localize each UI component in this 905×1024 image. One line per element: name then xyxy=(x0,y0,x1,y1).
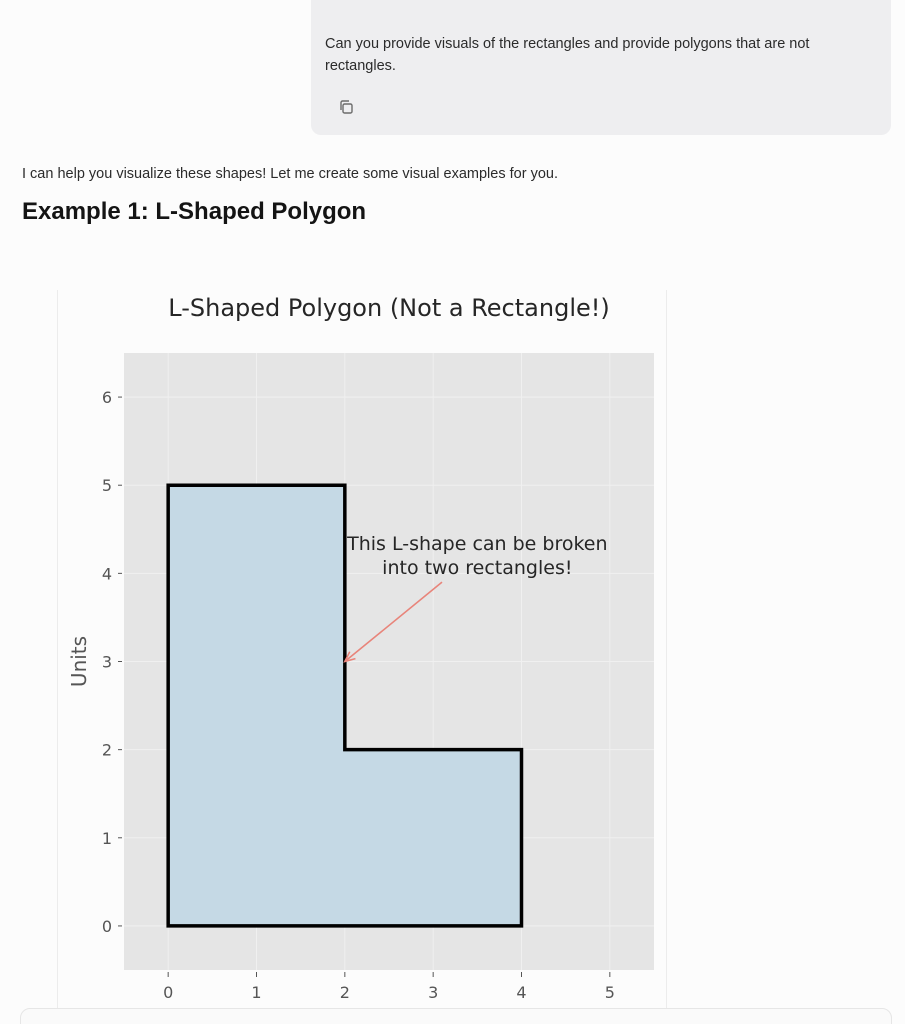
x-tick-label: 2 xyxy=(339,983,350,1002)
section-heading: Example 1: L-Shaped Polygon xyxy=(22,198,367,225)
y-tick-label: 3 xyxy=(101,652,112,672)
y-axis-label: Units xyxy=(67,635,91,688)
chart-title: L-Shaped Polygon (Not a Rectangle!) xyxy=(168,294,610,322)
y-tick-label: 2 xyxy=(101,740,112,760)
y-tick-label: 0 xyxy=(101,916,112,936)
assistant-intro-text: I can help you visualize these shapes! Let me create some visual examples for you. xyxy=(22,166,558,182)
x-tick-label: 0 xyxy=(163,983,174,1002)
annotation-text-line-1: This L-shape can be broken xyxy=(347,533,608,556)
y-tick-label: 5 xyxy=(101,476,112,496)
user-message-text: Can you provide visuals of the rectangles and provide polygons that are not rectangles. xyxy=(325,36,810,74)
chart-figure xyxy=(57,290,667,1010)
y-tick-label: 6 xyxy=(101,388,112,408)
x-tick-label: 1 xyxy=(251,983,262,1002)
y-tick-label: 1 xyxy=(101,828,112,848)
user-message-bubble xyxy=(311,0,891,135)
x-tick-label: 5 xyxy=(604,983,615,1002)
copy-button[interactable] xyxy=(335,96,357,118)
annotation-text-line-2: into two rectangles! xyxy=(382,557,573,580)
next-content-box xyxy=(20,1008,892,1024)
l-shaped-polygon-chart xyxy=(58,290,666,1010)
copy-icon xyxy=(337,98,355,116)
x-tick-label: 3 xyxy=(428,983,439,1002)
y-tick-label: 4 xyxy=(101,564,112,584)
x-tick-label: 4 xyxy=(516,983,527,1002)
